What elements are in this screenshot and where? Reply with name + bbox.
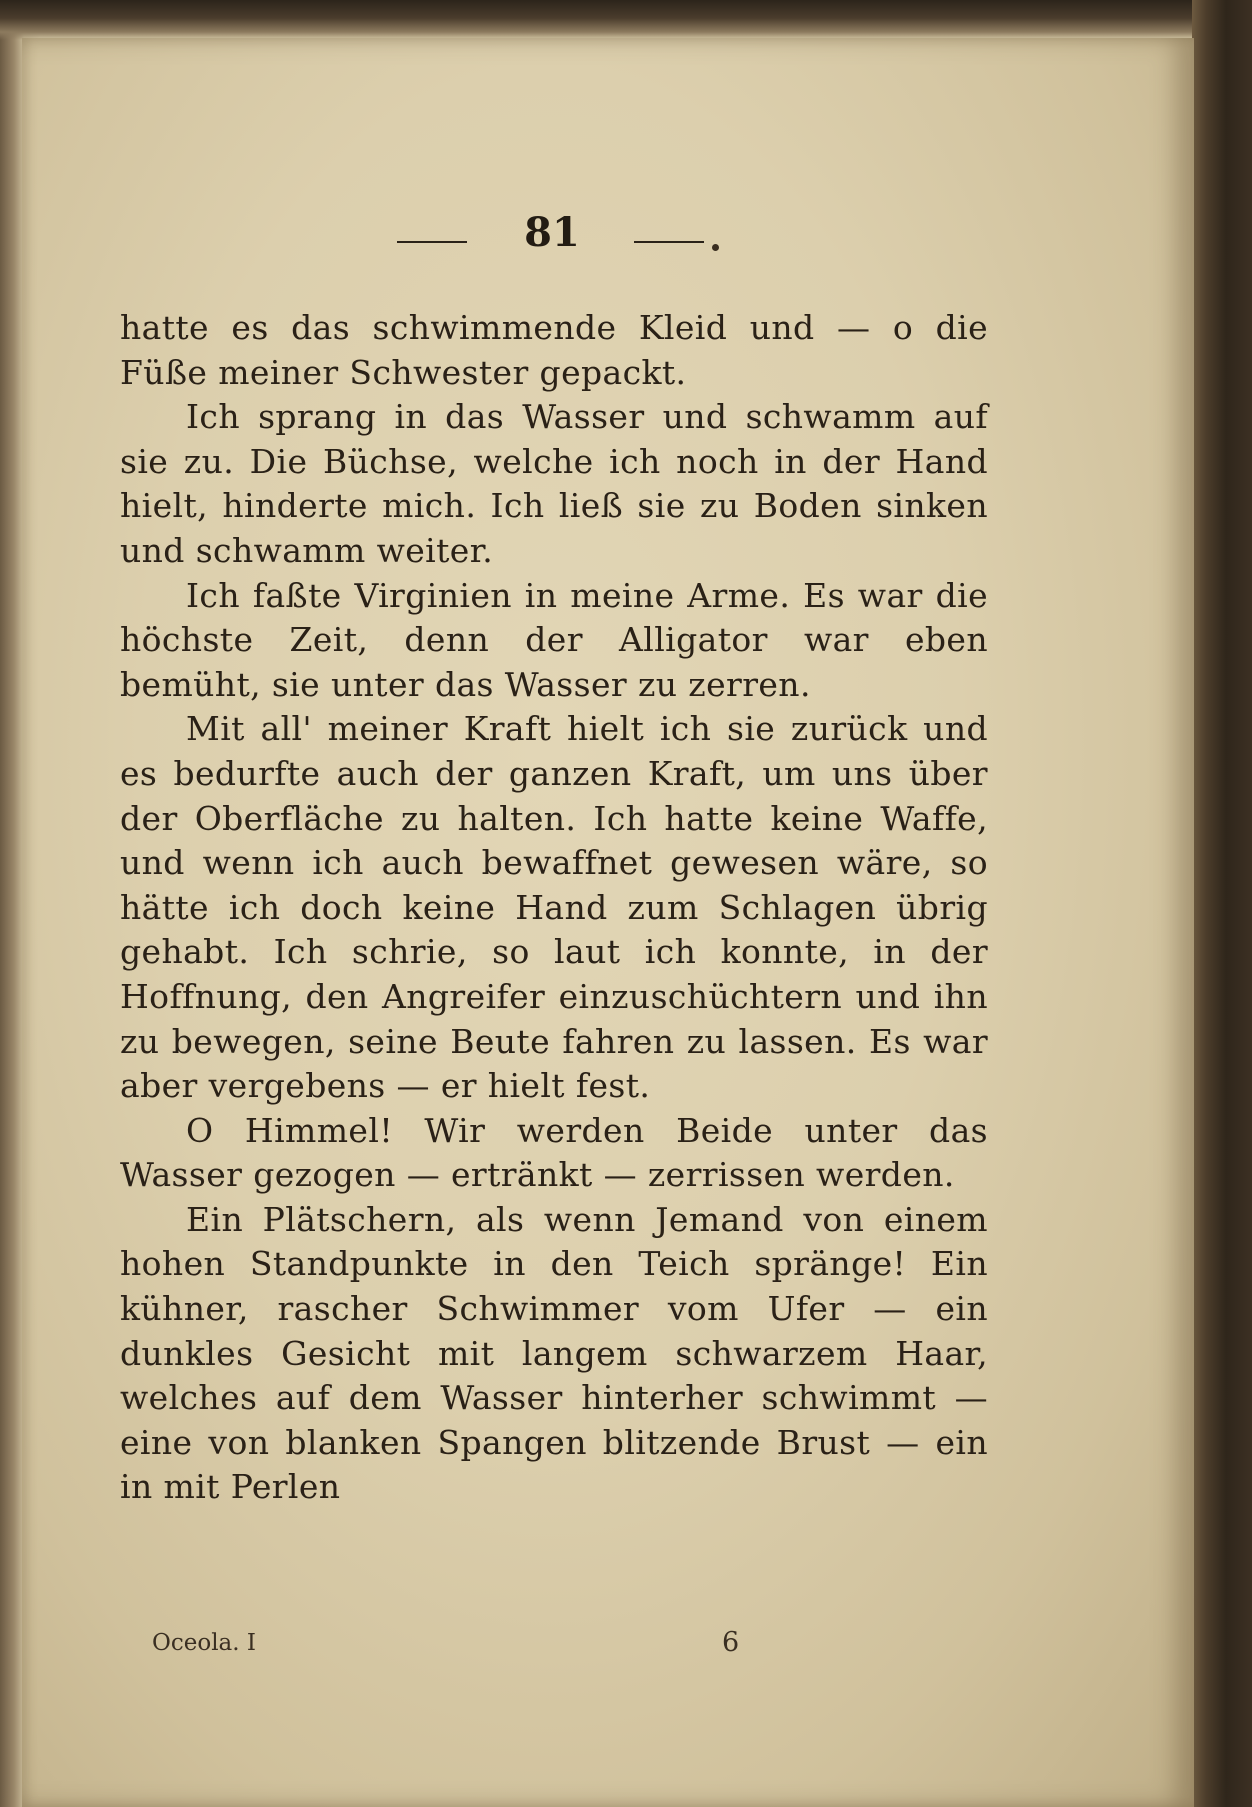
paragraph: Ich faßte Virginien in meine Arme. Es war die höchste Zeit, denn der Alligator war eben bemüht, sie unter das Wasser zu zerren.	[120, 575, 988, 704]
sheet-signature-number: 6	[722, 1627, 740, 1658]
book-top-edge	[0, 0, 1252, 40]
paragraph: Ein Plätschern, als wenn Jemand von einem hohen Standpunkte in den Teich spränge! Ein kühner, rascher Schwimmer vom Ufer — ein dunkles Gesicht mit langem schwarzem Haar, welches auf dem Wasser hinterher schwimmt — eine von blanken Spangen blitzende Brust — ein in mit Perlen	[120, 1199, 988, 1507]
paragraph: Ich sprang in das Wasser und schwamm auf sie zu. Die Büchse, welche ich noch in der Hand hielt, hinderte mich. Ich ließ sie zu Boden sinken und schwamm weiter.	[120, 397, 988, 570]
page-header	[22, 203, 1194, 263]
book-cover-edge	[1192, 0, 1252, 1807]
header-rule-left	[397, 241, 467, 243]
paragraph: O Himmel! Wir werden Beide unter das Wasser gezogen — ertränkt — zerrissen werden.	[120, 1110, 988, 1195]
page-sheet	[22, 38, 1194, 1807]
paragraph: Mit all' meiner Kraft hielt ich sie zurück und es bedurfte auch der ganzen Kraft, um uns über der Oberfläche zu halten. Ich hatte keine Waffe, und wenn ich auch bewaffnet gewesen wäre, so hätte ich doch keine Hand zum Schlagen übrig gehabt. Ich schrie, so laut ich konnte, in der Hoffnung, den Angreifer einzuschüchtern und ihn zu bewegen, seine Beute fahren zu lassen. Es war aber vergebens — er hielt fest.	[120, 709, 988, 1106]
body-text	[120, 306, 988, 1510]
header-rule-right	[634, 241, 704, 243]
page-footer	[22, 1623, 1194, 1663]
paragraph: hatte es das schwimmende Kleid und — o die Füße meiner Schwester gepackt.	[120, 308, 988, 392]
book-title-signature: Oceola. I	[152, 1630, 256, 1656]
ink-speck	[712, 244, 719, 251]
page-number: 81	[524, 209, 580, 256]
